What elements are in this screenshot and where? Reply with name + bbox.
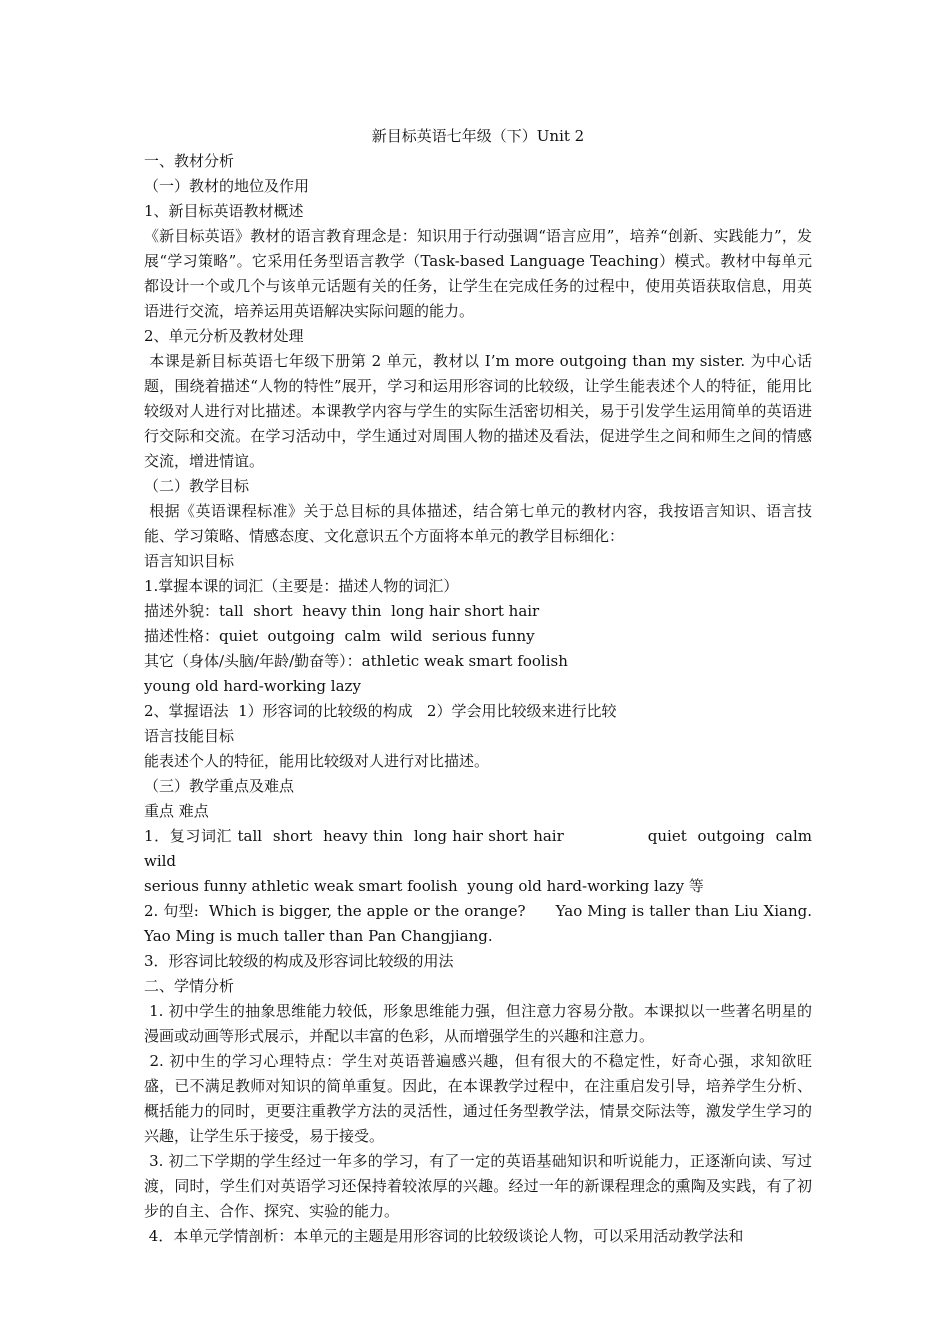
key-point-1-part-b: quiet outgoing calm wild <box>144 827 822 870</box>
list-item: 2、掌握语法 1）形容词的比较级的构成 2）学会用比较级来进行比较 <box>144 702 617 720</box>
paragraph: 《新目标英语》教材的语言教育理念是：知识用于行动强调“语言应用”，培养“创新、实践能力”，发展“学习策略”。它采用任务型语言教学（Task-based Language Teaching）模式。教材中每单元都设计一个或几个与该单元话题有关的任务，让学生在完成任务的过程中，使用英语获取信息，用英语进行交流，培养运用英语解决实际问题的能力。 <box>144 227 812 320</box>
subsection-heading: （二）教学目标 <box>144 477 250 495</box>
document-title: 新目标英语七年级（下）Unit 2 <box>371 127 585 145</box>
key-point-2: 2. 句型: Which is bigger, the apple or the orange? Yao Ming is taller than Liu Xiang. Yao Ming is much taller than Pan Changjiang. <box>144 902 817 945</box>
key-point-1 <box>144 824 822 874</box>
paragraph: 根据《英语课程标准》关于总目标的具体描述，结合第七单元的教材内容，我按语言知识、语言技能、学习策略、情感态度、文化意识五个方面将本单元的教学目标细化： <box>144 502 812 545</box>
analysis-item-1: 1. 初中学生的抽象思维能力较低，形象思维能力强，但注意力容易分散。本课拟以一些著名明星的漫画或动画等形式展示，并配以丰富的色彩，从而增强学生的兴趣和注意力。 <box>144 1002 812 1045</box>
list-item: 其它（身体/头脑/年龄/勤奋等）：athletic weak smart foolish <box>144 652 568 670</box>
subsection-heading: 语言知识目标 <box>144 552 235 570</box>
list-item: 描述外貌：tall short heavy thin long hair short hair <box>144 602 540 620</box>
subsection-heading: 语言技能目标 <box>144 727 235 745</box>
list-item: 描述性格：quiet outgoing calm wild serious funny <box>144 627 535 645</box>
subsection-heading: （三）教学重点及难点 <box>144 777 295 795</box>
section-heading: 一、教材分析 <box>144 152 235 170</box>
analysis-item-4: 4．本单元学情剖析：本单元的主题是用形容词的比较级谈论人物，可以采用活动教学法和 <box>144 1227 744 1245</box>
key-point-3: 3．形容词比较级的构成及形容词比较级的用法 <box>144 952 454 970</box>
key-point-1-part-a: 1．复习词汇 tall short heavy thin long hair short hair <box>144 827 564 845</box>
list-item: young old hard-working lazy <box>144 677 361 695</box>
analysis-item-3: 3. 初二下学期的学生经过一年多的学习，有了一定的英语基础知识和听说能力，正逐渐向读、写过渡，同时，学生们对英语学习还保持着较浓厚的兴趣。经过一年的新课程理念的熏陶及实践，有了初步的自主、合作、探究、实验的能力。 <box>144 1152 812 1220</box>
subsection-heading: 1、新目标英语教材概述 <box>144 202 304 220</box>
list-item: 1.掌握本课的词汇（主要是：描述人物的词汇） <box>144 577 459 595</box>
key-point-1-continued: serious funny athletic weak smart foolish young old hard-working lazy 等 <box>144 877 704 895</box>
subsection-heading: 重点 难点 <box>144 802 209 820</box>
paragraph: 能表述个人的特征，能用比较级对人进行对比描述。 <box>144 752 490 770</box>
subsection-heading: （一）教材的地位及作用 <box>144 177 310 195</box>
analysis-item-2: 2. 初中生的学习心理特点：学生对英语普遍感兴趣，但有很大的不稳定性，好奇心强，求知欲旺盛，已不满足教师对知识的简单重复。因此，在本课教学过程中，在注重启发引导，培养学生分析、概括能力的同时，更要注重教学方法的灵活性，通过任务型教学法，情景交际法等，激发学生学习的兴趣，让学生乐于接受，易于接受。 <box>144 1052 812 1145</box>
document-body <box>144 124 822 1249</box>
subsection-heading: 2、单元分析及教材处理 <box>144 327 304 345</box>
paragraph: 本课是新目标英语七年级下册第 2 单元，教材以 I’m more outgoing than my sister. 为中心话题，围绕着描述“人物的特性”展开，学习和运用形容词的比较级，让学生能表述个人的特征，能用比较级对人进行对比描述。本课教学内容与学生的实际生活密切相关，易于引发学生运用简单的英语进行交际和交流。在学习活动中，学生通过对周围人物的描述及看法，促进学生之间和师生之间的情感交流，增进情谊。 <box>144 352 812 470</box>
section-heading: 二、学情分析 <box>144 977 235 995</box>
